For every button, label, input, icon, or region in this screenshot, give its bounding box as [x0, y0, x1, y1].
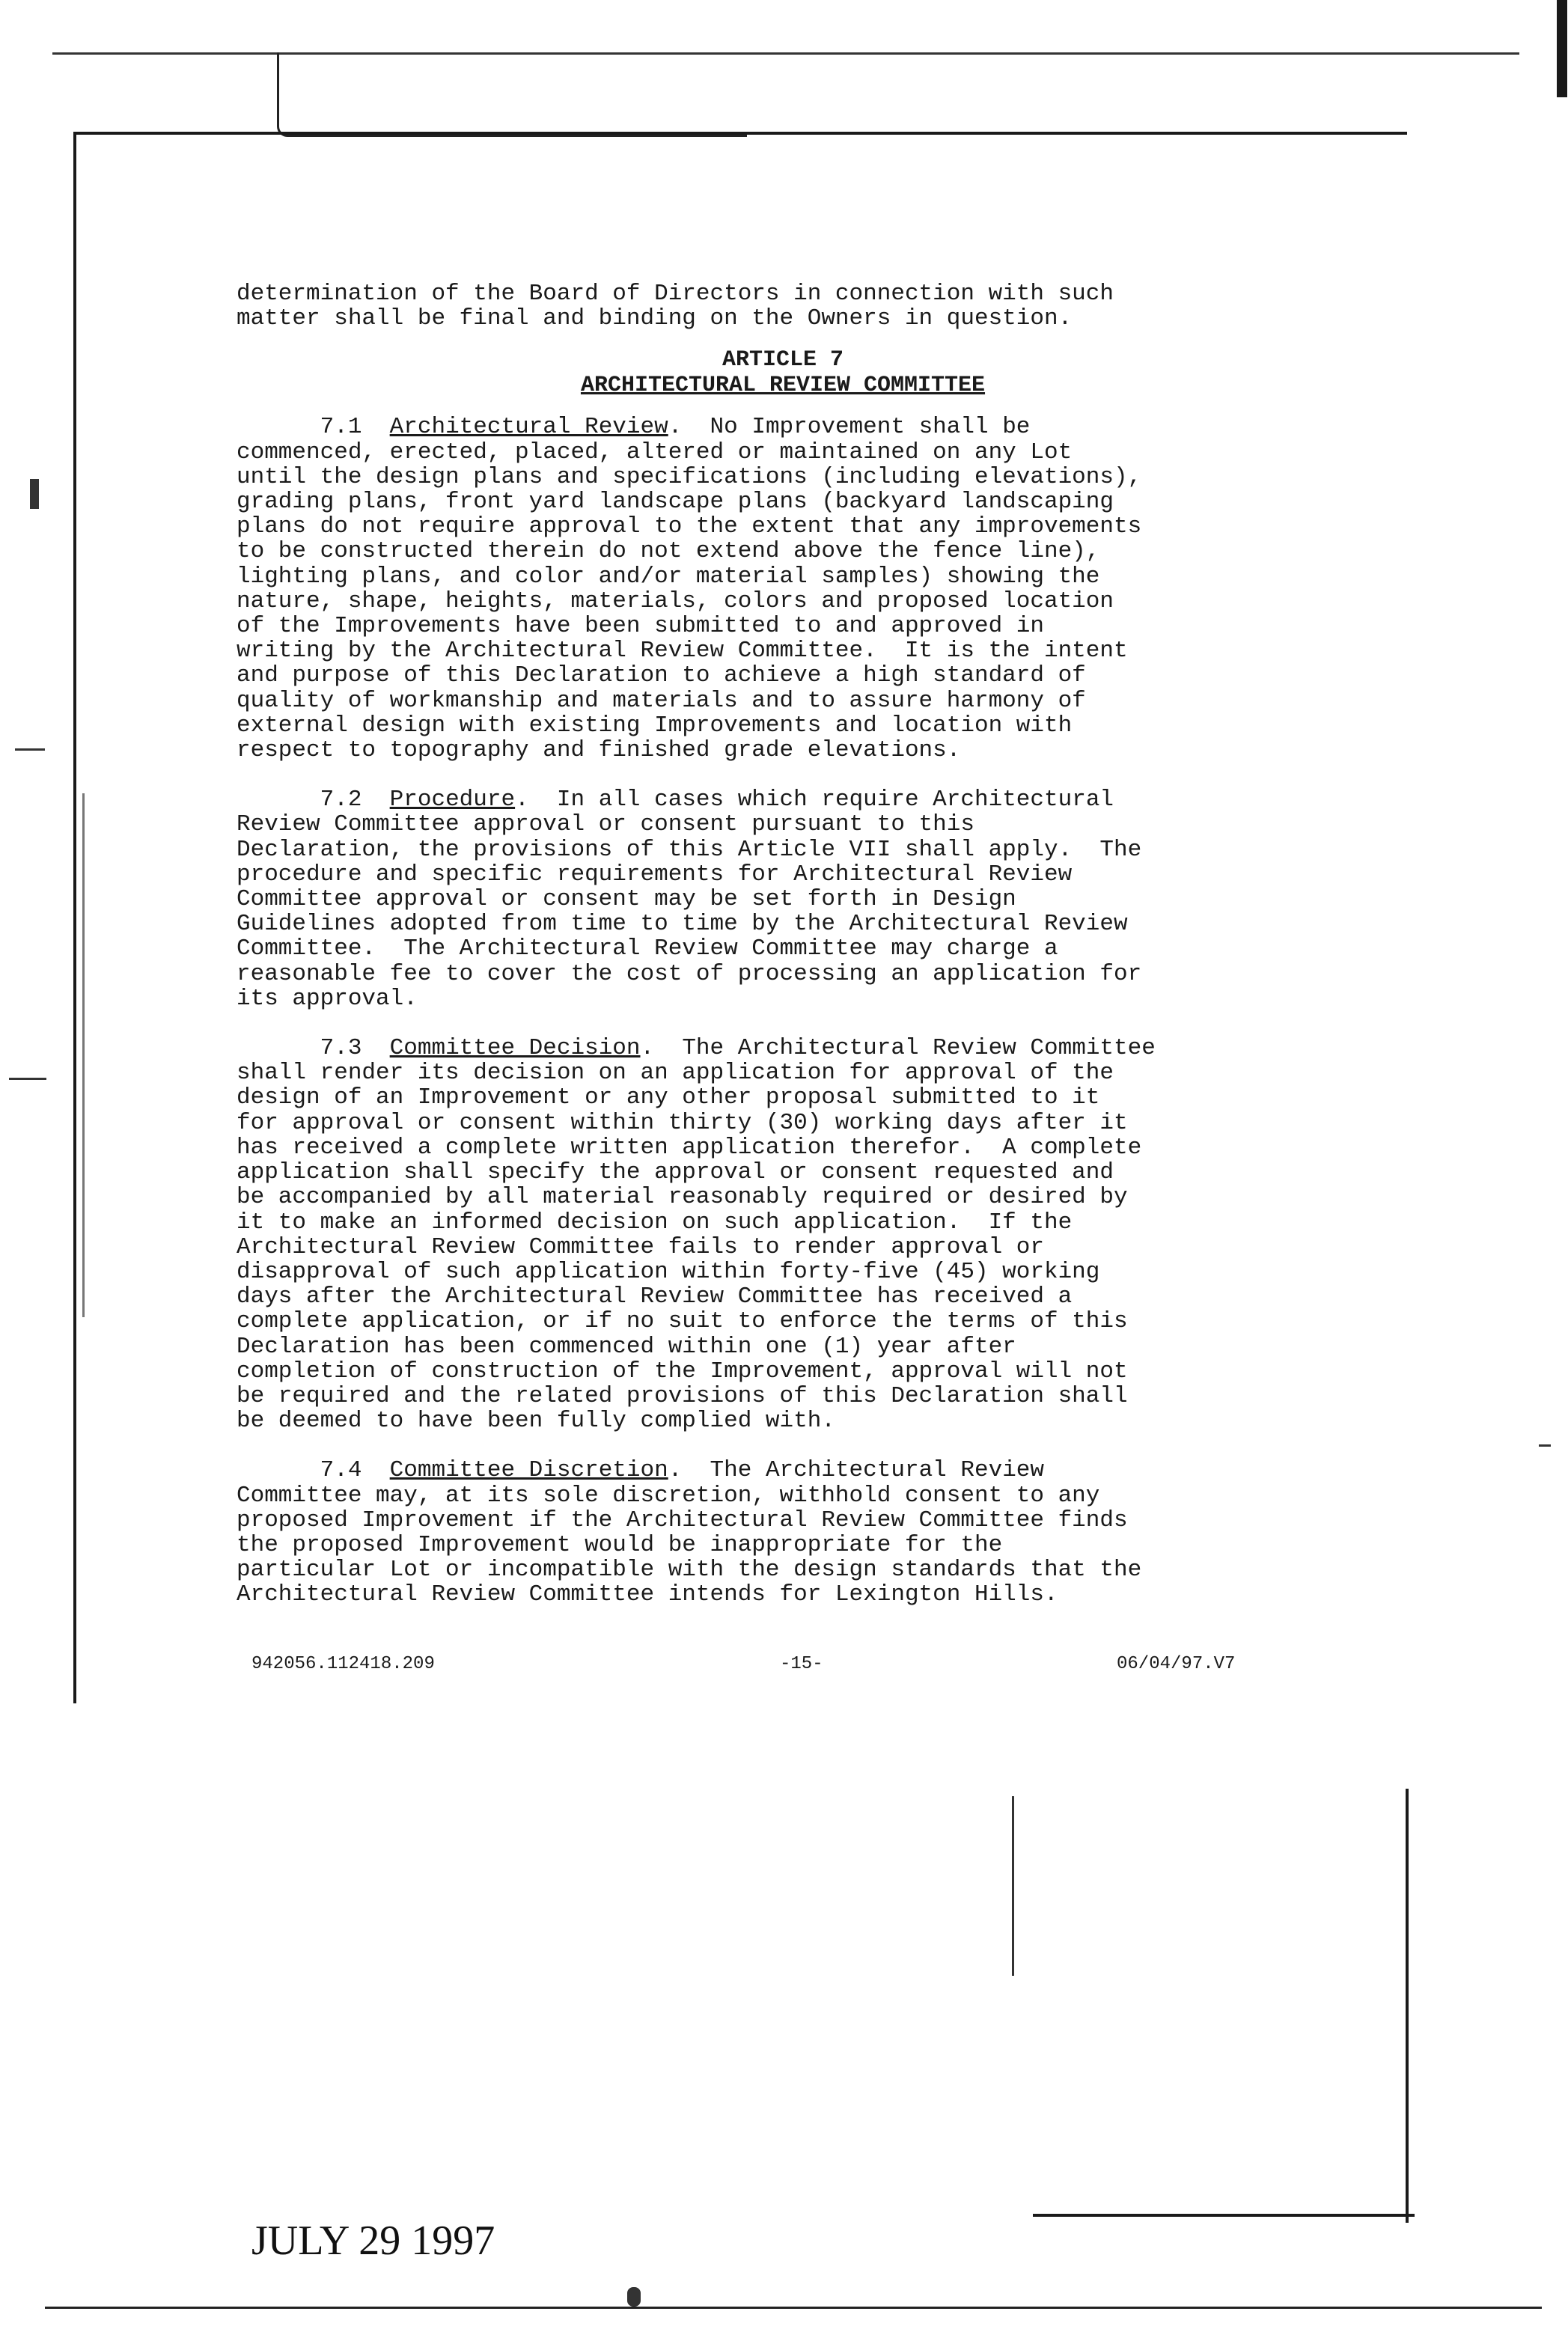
scan-frame-left — [73, 132, 76, 1703]
scan-speck — [1012, 1796, 1014, 1976]
scan-border-top — [52, 52, 1519, 55]
scan-box-right — [1406, 1789, 1409, 2223]
section-number: 7.3 — [320, 1035, 362, 1062]
scan-speck — [627, 2287, 641, 2307]
section-number: 7.4 — [320, 1457, 362, 1484]
section-body: . The Architectural Review Committee may, at its sole discretion, withhold consent to any proposed Improvement if the Architectural Review Committee finds the proposed Improvement would be inappropriate for the particular Lot or incompatible with the design standards that the Architectural Review Committee intends for Lexington Hills. — [237, 1457, 1142, 1608]
section-number: 7.1 — [320, 414, 362, 441]
scan-edge-right — [1557, 0, 1567, 97]
section-7-1 — [237, 415, 1277, 763]
section-title: Committee Discretion — [389, 1457, 668, 1484]
document-body — [237, 281, 1277, 1608]
intro-paragraph: determination of the Board of Directors in connection with such matter shall be final and binding on the Owners in question. — [237, 281, 1114, 332]
scan-box-bottom — [1033, 2214, 1415, 2217]
scan-bottom-rule — [45, 2307, 1542, 2309]
section-body: . The Architectural Review Committee shall render its decision on an application for approval of the design of an Improvement or any other proposal submitted to it for approval or consent within thirty (30) working days after it has received a complete written application therefor. A complete application shall specify the approval or consent requested and be accompanied by all material reasonably required or desired by it to make an informed decision on such application. If the Architectural Review Committee fails to render approval or disapproval of such application within forty-five (45) working days after the Architectural Review Committee has received a complete application, or if no suit to enforce the terms of this Declaration has been commenced within one (1) year after completion of construction of the Improvement, approval will not be required and the related provisions of this Declaration shall be deemed to have been fully complied with. — [237, 1035, 1156, 1435]
section-number: 7.2 — [320, 787, 362, 814]
section-7-3 — [237, 1036, 1277, 1433]
article-title: ARCHITECTURAL REVIEW COMMITTEE — [580, 373, 986, 399]
scan-speck — [9, 1078, 46, 1080]
scan-tab-outline — [277, 52, 747, 137]
section-7-4 — [237, 1458, 1277, 1607]
section-title: Procedure — [389, 787, 516, 814]
footer-doc-id: 942056.112418.209 — [251, 1654, 435, 1674]
scan-speck — [15, 748, 45, 751]
date-stamp: JULY 29 1997 — [251, 2218, 495, 2264]
article-number: ARTICLE 7 — [722, 347, 844, 373]
section-body: . In all cases which require Architectural Review Committee approval or consent pursuant to this Declaration, the provisions of this Article VII shall apply. The procedure and specific requirements for Architectural Review Committee approval or consent may be set forth in Design Guidelines adopted from time to time by the Architectural Review Committee. The Architectural Review Committee may charge a reasonable fee to cover the cost of processing an application for its approval. — [237, 787, 1142, 1012]
scan-speck — [30, 479, 39, 509]
scan-speck — [1539, 1444, 1551, 1447]
footer-version: 06/04/97.V7 — [1117, 1654, 1236, 1674]
footer-page-number: -15- — [780, 1654, 823, 1674]
section-title: Architectural Review — [389, 414, 668, 441]
section-body: . No Improvement shall be commenced, erected, placed, altered or maintained on any Lot until the design plans and specifications (including elevations), grading plans, front yard landscape plans (backyard landscaping plans do not require approval to the extent that any improvements to be constructed therein do not extend above the fence line), lighting plans, and color and/or material samples) showing the nature, shape, heights, materials, colors and proposed location of the Improvements have been submitted to and approved in writing by the Architectural Review Committee. It is the intent and purpose of this Declaration to achieve a high standard of quality of workmanship and materials and to assure harmony of external design with existing Improvements and location with respect to topography and finished grade elevations. — [237, 414, 1142, 764]
scan-frame-top — [75, 132, 1407, 135]
section-title: Committee Decision — [389, 1035, 641, 1062]
section-7-2 — [237, 787, 1277, 1011]
scan-speck — [82, 793, 85, 1317]
